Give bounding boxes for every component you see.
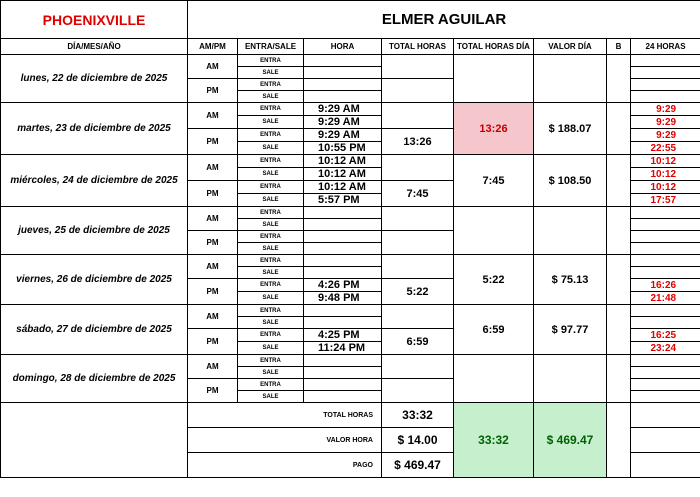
h24-cell xyxy=(631,91,700,103)
b-cell xyxy=(607,103,631,155)
table-row xyxy=(1,207,700,219)
entra-label: ENTRA xyxy=(238,155,304,168)
summary-h24-cell xyxy=(631,403,700,428)
hora-cell[interactable] xyxy=(304,355,382,367)
col-valor-dia: VALOR DÍA xyxy=(534,39,607,55)
h24-cell: 22:55 xyxy=(631,142,700,155)
hora-cell[interactable] xyxy=(304,67,382,79)
hora-cell[interactable] xyxy=(304,391,382,403)
h24-cell xyxy=(631,379,700,391)
h24-cell xyxy=(631,391,700,403)
am-label: AM xyxy=(188,305,238,329)
h24-cell xyxy=(631,219,700,231)
entra-label: ENTRA xyxy=(238,329,304,342)
sale-label: SALE xyxy=(238,243,304,255)
h24-cell: 23:24 xyxy=(631,342,700,355)
valor-hora-value: $ 14.00 xyxy=(382,428,454,453)
col-24-horas: 24 HORAS xyxy=(631,39,700,55)
entra-label: ENTRA xyxy=(238,55,304,67)
h24-cell: 9:29 xyxy=(631,116,700,129)
h24-cell xyxy=(631,355,700,367)
day-date: lunes, 22 de diciembre de 2025 xyxy=(1,55,188,103)
hora-cell[interactable] xyxy=(304,207,382,219)
h24-cell xyxy=(631,79,700,91)
day-date: domingo, 28 de diciembre de 2025 xyxy=(1,355,188,403)
total-horas-cell xyxy=(382,231,454,255)
total-horas-am-cell xyxy=(382,255,454,279)
entra-label: ENTRA xyxy=(238,231,304,243)
hora-cell[interactable]: 9:29 AM xyxy=(304,129,382,142)
total-horas-cell: 13:26 xyxy=(382,129,454,155)
pm-label: PM xyxy=(188,79,238,103)
col-total-horas-dia: TOTAL HORAS DÍA xyxy=(454,39,534,55)
location-title: PHOENIXVILLE xyxy=(1,1,188,39)
hora-cell[interactable]: 10:55 PM xyxy=(304,142,382,155)
entra-label: ENTRA xyxy=(238,355,304,367)
pm-label: PM xyxy=(188,181,238,207)
am-label: AM xyxy=(188,355,238,379)
hora-cell[interactable]: 10:12 AM xyxy=(304,181,382,194)
h24-cell xyxy=(631,207,700,219)
table-row xyxy=(1,255,700,267)
sale-label: SALE xyxy=(238,219,304,231)
total-horas-dia-cell xyxy=(454,207,534,255)
hora-cell[interactable] xyxy=(304,367,382,379)
sale-label: SALE xyxy=(238,194,304,207)
am-label: AM xyxy=(188,103,238,129)
hora-cell[interactable]: 5:57 PM xyxy=(304,194,382,207)
hora-cell[interactable] xyxy=(304,379,382,391)
total-horas-value: 33:32 xyxy=(382,403,454,428)
b-cell xyxy=(607,55,631,103)
hora-cell[interactable] xyxy=(304,79,382,91)
valor-dia-cell xyxy=(534,207,607,255)
entra-label: ENTRA xyxy=(238,79,304,91)
h24-cell: 17:57 xyxy=(631,194,700,207)
b-cell xyxy=(607,207,631,255)
pm-label: PM xyxy=(188,279,238,305)
valor-dia-cell xyxy=(534,55,607,103)
col-date: DÍA/MES/AÑO xyxy=(1,39,188,55)
total-horas-am-cell xyxy=(382,305,454,329)
entra-label: ENTRA xyxy=(238,379,304,391)
pm-label: PM xyxy=(188,129,238,155)
day-date: sábado, 27 de diciembre de 2025 xyxy=(1,305,188,355)
total-horas-am-cell xyxy=(382,103,454,129)
am-label: AM xyxy=(188,55,238,79)
pago-label: PAGO xyxy=(188,453,382,478)
sale-label: SALE xyxy=(238,317,304,329)
summary-row xyxy=(1,403,700,428)
entra-label: ENTRA xyxy=(238,207,304,219)
entra-label: ENTRA xyxy=(238,129,304,142)
hora-cell[interactable] xyxy=(304,219,382,231)
am-label: AM xyxy=(188,255,238,279)
h24-cell: 16:26 xyxy=(631,279,700,292)
sale-label: SALE xyxy=(238,367,304,379)
pm-label: PM xyxy=(188,231,238,255)
summary-blank xyxy=(1,403,188,478)
total-horas-am-cell xyxy=(382,207,454,231)
total-horas-dia-cell: 7:45 xyxy=(454,155,534,207)
b-cell xyxy=(607,155,631,207)
entra-label: ENTRA xyxy=(238,103,304,116)
entra-label: ENTRA xyxy=(238,305,304,317)
hora-cell[interactable] xyxy=(304,255,382,267)
h24-cell: 9:29 xyxy=(631,103,700,116)
summary-h24-cell xyxy=(631,428,700,453)
total-horas-cell: 5:22 xyxy=(382,279,454,305)
h24-cell xyxy=(631,243,700,255)
hora-cell[interactable] xyxy=(304,231,382,243)
h24-cell xyxy=(631,267,700,279)
hora-cell[interactable]: 10:12 AM xyxy=(304,168,382,181)
table-row xyxy=(1,55,700,67)
table-row xyxy=(1,103,700,116)
sale-label: SALE xyxy=(238,342,304,355)
hora-cell[interactable]: 4:26 PM xyxy=(304,279,382,292)
b-cell xyxy=(607,255,631,305)
hora-cell[interactable] xyxy=(304,317,382,329)
hora-cell[interactable] xyxy=(304,243,382,255)
col-hora: HORA xyxy=(304,39,382,55)
sale-label: SALE xyxy=(238,267,304,279)
total-horas-dia-cell: 6:59 xyxy=(454,305,534,355)
h24-cell: 21:48 xyxy=(631,292,700,305)
hora-cell[interactable]: 9:48 PM xyxy=(304,292,382,305)
summary-b-cell xyxy=(607,403,631,478)
valor-dia-cell: $ 75.13 xyxy=(534,255,607,305)
day-date: miércoles, 24 de diciembre de 2025 xyxy=(1,155,188,207)
h24-cell: 9:29 xyxy=(631,129,700,142)
hora-cell[interactable] xyxy=(304,91,382,103)
total-horas-am-cell xyxy=(382,355,454,379)
pago-value: $ 469.47 xyxy=(382,453,454,478)
valor-dia-cell: $ 97.77 xyxy=(534,305,607,355)
valor-hora-label: VALOR HORA xyxy=(188,428,382,453)
total-horas-cell xyxy=(382,79,454,103)
valor-dia-cell: $ 188.07 xyxy=(534,103,607,155)
hora-cell[interactable]: 9:29 AM xyxy=(304,103,382,116)
total-horas-am-cell xyxy=(382,55,454,79)
am-label: AM xyxy=(188,207,238,231)
col-ampm: AM/PM xyxy=(188,39,238,55)
entra-label: ENTRA xyxy=(238,279,304,292)
total-horas-cell: 6:59 xyxy=(382,329,454,355)
hora-cell[interactable] xyxy=(304,55,382,67)
valor-dia-cell xyxy=(534,355,607,403)
h24-cell: 10:12 xyxy=(631,168,700,181)
table-row xyxy=(1,155,700,168)
hora-cell[interactable] xyxy=(304,267,382,279)
h24-cell xyxy=(631,305,700,317)
entra-label: ENTRA xyxy=(238,181,304,194)
day-date: viernes, 26 de diciembre de 2025 xyxy=(1,255,188,305)
sale-label: SALE xyxy=(238,116,304,129)
b-cell xyxy=(607,355,631,403)
h24-cell xyxy=(631,255,700,267)
col-b: B xyxy=(607,39,631,55)
sale-label: SALE xyxy=(238,67,304,79)
hora-cell[interactable]: 4:25 PM xyxy=(304,329,382,342)
sale-label: SALE xyxy=(238,142,304,155)
summary-value-total: $ 469.47 xyxy=(534,403,607,478)
sale-label: SALE xyxy=(238,391,304,403)
valor-dia-cell: $ 108.50 xyxy=(534,155,607,207)
h24-cell xyxy=(631,317,700,329)
b-cell xyxy=(607,305,631,355)
total-horas-am-cell xyxy=(382,155,454,181)
hora-cell[interactable]: 10:12 AM xyxy=(304,155,382,168)
table-row xyxy=(1,355,700,367)
h24-cell xyxy=(631,367,700,379)
total-horas-dia-cell xyxy=(454,55,534,103)
total-horas-cell: 7:45 xyxy=(382,181,454,207)
am-label: AM xyxy=(188,155,238,181)
h24-cell: 16:25 xyxy=(631,329,700,342)
day-date: martes, 23 de diciembre de 2025 xyxy=(1,103,188,155)
hora-cell[interactable]: 11:24 PM xyxy=(304,342,382,355)
h24-cell xyxy=(631,67,700,79)
h24-cell: 10:12 xyxy=(631,155,700,168)
hora-cell[interactable] xyxy=(304,305,382,317)
sale-label: SALE xyxy=(238,91,304,103)
summary-hours-total: 33:32 xyxy=(454,403,534,478)
sale-label: SALE xyxy=(238,168,304,181)
col-entra-sale: ENTRA/SALE xyxy=(238,39,304,55)
h24-cell: 10:12 xyxy=(631,181,700,194)
h24-cell xyxy=(631,231,700,243)
hora-cell[interactable]: 9:29 AM xyxy=(304,116,382,129)
h24-cell xyxy=(631,55,700,67)
pm-label: PM xyxy=(188,329,238,355)
pm-label: PM xyxy=(188,379,238,403)
sale-label: SALE xyxy=(238,292,304,305)
day-date: jueves, 25 de diciembre de 2025 xyxy=(1,207,188,255)
total-horas-dia-cell xyxy=(454,355,534,403)
total-horas-dia-cell: 13:26 xyxy=(454,103,534,155)
total-horas-label: TOTAL HORAS xyxy=(188,403,382,428)
entra-label: ENTRA xyxy=(238,255,304,267)
col-total-horas: TOTAL HORAS xyxy=(382,39,454,55)
total-horas-dia-cell: 5:22 xyxy=(454,255,534,305)
table-row xyxy=(1,305,700,317)
summary-h24-cell xyxy=(631,453,700,478)
employee-name: ELMER AGUILAR xyxy=(188,1,700,39)
total-horas-cell xyxy=(382,379,454,403)
